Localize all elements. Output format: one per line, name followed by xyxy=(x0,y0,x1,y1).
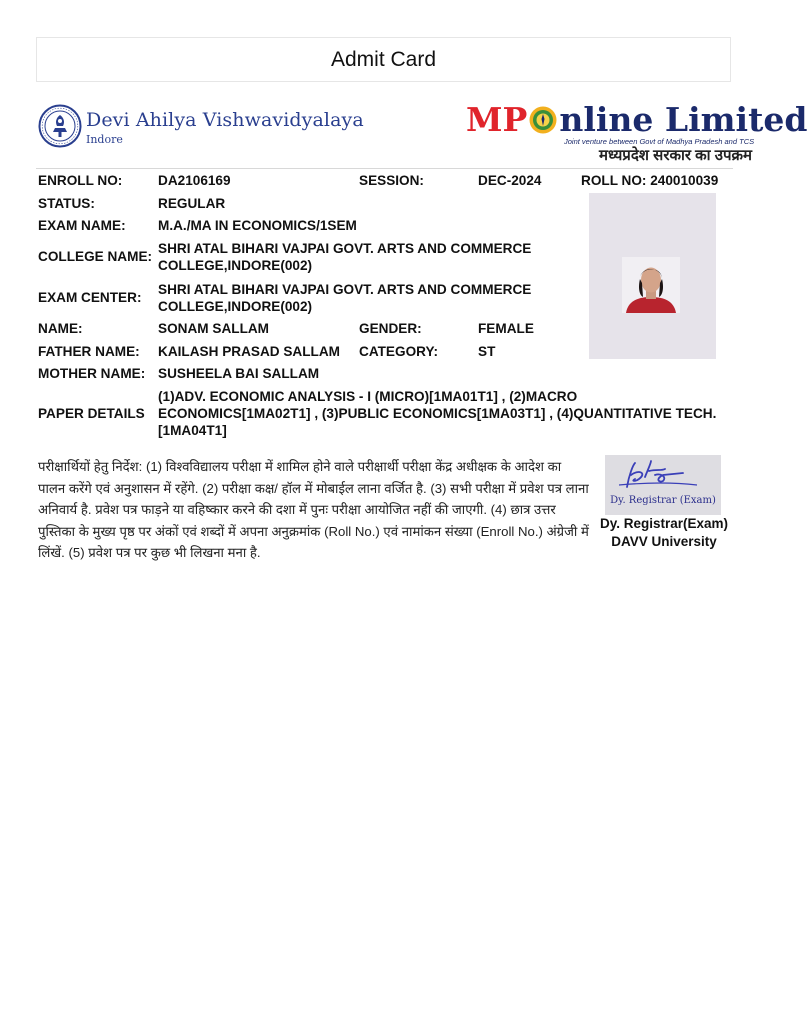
student-photo xyxy=(589,193,716,359)
mponline-brand-mp: MP xyxy=(466,100,528,139)
enroll-row xyxy=(38,171,728,190)
admit-card-title: Admit Card xyxy=(36,37,731,82)
registrar-signature xyxy=(605,455,721,515)
enroll-label: ENROLL NO: xyxy=(38,173,123,188)
session-value: DEC-2024 xyxy=(478,173,542,188)
exam-name-value: M.A./MA IN ECONOMICS/1SEM xyxy=(158,218,357,233)
university-city: Indore xyxy=(86,133,123,146)
mponline-hindi-tagline: मध्यप्रदेश सरकार का उपक्रम xyxy=(599,147,752,164)
exam-instructions: परीक्षार्थियों हेतु निर्देश: (1) विश्वविद्यालय परीक्षा में शामिल होने वाले परीक्षार्थी परीक्षा केंद्र अधीक्षक के आदेश का पालन करेंगे एवं अनुशासन में रहेंगे. (2) परीक्षा कक्ष/ हॉल में मोबाईल लाना वर्जित है. (3) सभी परीक्षा में प्रवेश पत्र लाना अनिवार्य है. प्रवेश पत्र फाड़ने या वहिष्कार करने की दशा में पुनः परीक्षा आयोजित नहीं की जाएगी. (4) छात्र उत्तर पुस्तिका के मुख्य पृष्ठ पर अंकों एवं शब्दों में अपना अनुक्रमांक (Roll No.) एवं नामांकन संख्या (Enroll No.) अंग्रेजी में लिंखें. (5) प्रवेश पत्र पर कुछ भी लिखना मना है. xyxy=(38,459,589,560)
paper-details-value: (1)ADV. ECONOMIC ANALYSIS - I (MICRO)[1MA01T1] , (2)MACRO ECONOMICS[1MA02T1] , (3)PUBLIC ECONOMICS[1MA03T1] , (4)QUANTITATIVE TECH.[1MA04T1] xyxy=(158,388,717,438)
mponline-brand-rest: nline Limited xyxy=(559,100,807,139)
category-label: CATEGORY: xyxy=(359,344,439,359)
mother-value: SUSHEELA BAI SALLAM xyxy=(158,366,320,381)
mp-emblem-icon xyxy=(528,105,558,135)
student-portrait-icon xyxy=(622,257,680,313)
header xyxy=(36,98,807,166)
father-label: FATHER NAME: xyxy=(38,344,140,359)
mother-row xyxy=(38,364,728,383)
signature-image xyxy=(605,455,721,515)
paper-details-row xyxy=(38,386,728,440)
university-name: Devi Ahilya Vishwavidyalaya xyxy=(86,109,364,131)
paper-details-label: PAPER DETAILS xyxy=(38,405,145,421)
name-label: NAME: xyxy=(38,321,83,336)
roll-number: ROLL NO: 240010039 xyxy=(581,173,719,188)
signature-caption xyxy=(594,515,734,551)
category-value: ST xyxy=(478,344,496,359)
header-divider xyxy=(36,168,733,169)
mponline-tagline: Joint venture between Govt of Madhya Pradesh and TCS xyxy=(564,137,755,146)
session-label: SESSION: xyxy=(359,173,424,188)
mother-label: MOTHER NAME: xyxy=(38,366,146,381)
status-label: STATUS: xyxy=(38,196,95,211)
exam-center-label: EXAM CENTER: xyxy=(38,290,142,305)
enroll-value: DA2106169 xyxy=(158,173,231,188)
signature-caption-university: DAVV University xyxy=(611,534,717,549)
exam-center-value: SHRI ATAL BIHARI VAJPAI GOVT. ARTS AND COMMERCE COLLEGE,INDORE(002) xyxy=(158,281,532,314)
gender-value: FEMALE xyxy=(478,321,534,336)
signature-stamp-text: Dy. Registrar (Exam) xyxy=(610,495,716,506)
gender-label: GENDER: xyxy=(359,321,422,336)
exam-name-label: EXAM NAME: xyxy=(38,218,126,233)
university-emblem-icon xyxy=(38,104,82,148)
college-label: COLLEGE NAME: xyxy=(38,249,153,264)
name-value: SONAM SALLAM xyxy=(158,321,270,336)
status-value: REGULAR xyxy=(158,196,226,211)
college-value: SHRI ATAL BIHARI VAJPAI GOVT. ARTS AND COMMERCE COLLEGE,INDORE(002) xyxy=(158,240,532,273)
signature-caption-title: Dy. Registrar(Exam) xyxy=(599,516,729,531)
mponline-logo xyxy=(466,100,807,166)
father-value: KAILASH PRASAD SALLAM xyxy=(158,344,341,359)
